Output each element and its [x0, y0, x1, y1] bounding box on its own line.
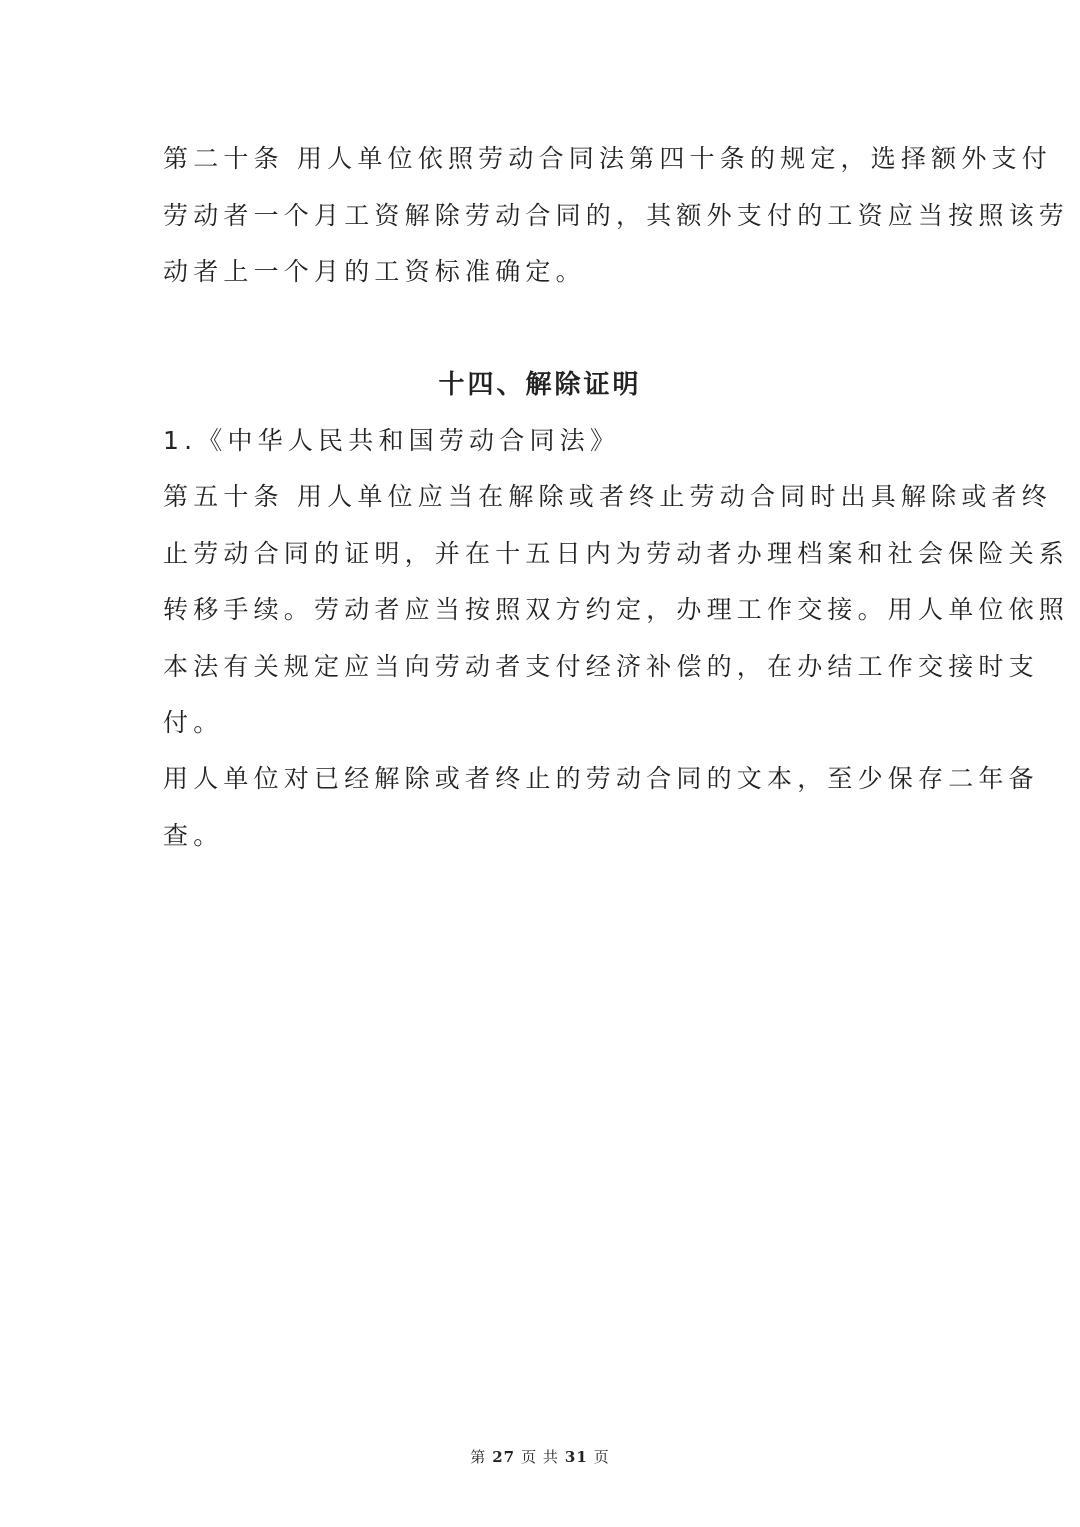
law-title-text: 1.《中华人民共和国劳动合同法》	[163, 426, 621, 455]
article-50-paragraph-2	[163, 751, 1039, 864]
text-line: 劳动者一个月工资解除劳动合同的，其额外支付的工资应当按照该劳	[163, 200, 1070, 230]
law-title	[163, 413, 918, 470]
text-line: 转移手续。劳动者应当按照双方约定，办理工作交接。用人单位依照	[163, 595, 1070, 624]
text-line: 查。	[163, 820, 224, 850]
footer-prefix: 第	[470, 1448, 487, 1466]
footer-suffix: 页	[593, 1448, 610, 1466]
total-pages-number: 31	[564, 1448, 588, 1466]
text-line: 付。	[163, 708, 224, 737]
text-line: 止劳动合同的证明，并在十五日内为劳动者办理档案和社会保险关系	[163, 538, 1070, 568]
footer-middle: 页 共	[521, 1448, 559, 1466]
section-title: 十四、解除证明	[438, 370, 642, 400]
text-line: 第五十条 用人单位应当在解除或者终止劳动合同时出具解除或者终	[163, 482, 1052, 511]
current-page-number: 27	[492, 1448, 516, 1466]
page-footer	[0, 1446, 1080, 1467]
article-50-paragraph	[163, 469, 1070, 752]
text-line: 本法有关规定应当向劳动者支付经济补偿的，在办结工作交接时支	[163, 651, 1039, 681]
article-20-paragraph	[163, 131, 1070, 301]
text-line: 用人单位对已经解除或者终止的劳动合同的文本，至少保存二年备	[163, 764, 1039, 793]
text-line: 动者上一个月的工资标准确定。	[163, 257, 586, 286]
text-line: 第二十条 用人单位依照劳动合同法第四十条的规定，选择额外支付	[163, 144, 1052, 173]
